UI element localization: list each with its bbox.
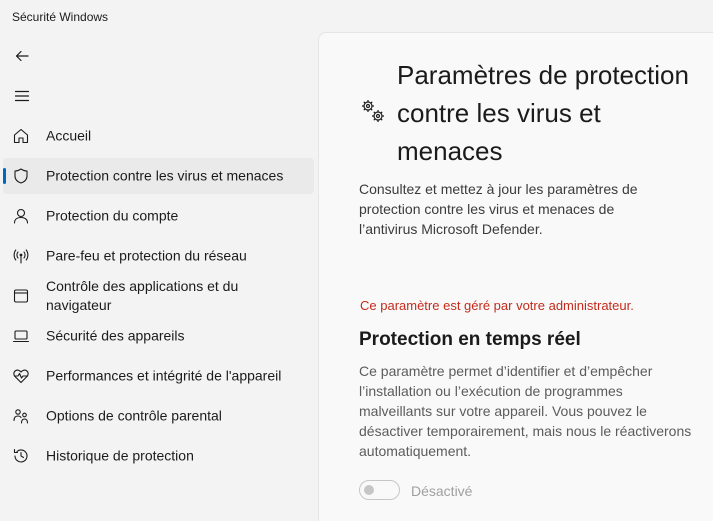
sidebar-item-label: Protection contre les virus et menaces xyxy=(46,167,284,184)
sidebar-item-protection-history[interactable] xyxy=(3,438,314,474)
sidebar-item-label: Pare-feu et protection du réseau xyxy=(46,247,247,264)
sidebar-item-label: Accueil xyxy=(46,127,92,144)
sidebar-item-firewall[interactable] xyxy=(3,238,314,274)
family-icon xyxy=(12,407,30,425)
history-icon xyxy=(12,447,30,465)
active-indicator xyxy=(3,168,6,184)
heart-pulse-icon xyxy=(12,367,30,385)
sidebar-item-label: Contrôle des applications et du navigateur xyxy=(46,278,239,313)
sidebar-item-label: Historique de protection xyxy=(46,447,194,464)
realtime-protection-toggle[interactable] xyxy=(359,480,400,500)
realtime-protection-title: Protection en temps réel xyxy=(359,329,581,350)
home-icon xyxy=(12,127,30,145)
page-description: Consultez et mettez à jour les paramètres de protection contre les virus et menaces de l’antivirus Microsoft Defender. xyxy=(359,181,638,237)
gears-icon xyxy=(359,97,387,125)
sidebar-item-device-health[interactable] xyxy=(3,358,314,394)
admin-notice: Ce paramètre est géré par votre administrateur. xyxy=(360,298,634,313)
sidebar-item-virus-protection[interactable] xyxy=(3,158,314,194)
sidebar-item-label: Options de contrôle parental xyxy=(46,407,222,424)
laptop-icon xyxy=(12,327,30,345)
sidebar-item-label: Performances et intégrité de l'appareil xyxy=(46,367,282,384)
sidebar-item-app-browser-control[interactable] xyxy=(3,274,314,318)
page-title: Paramètres de protection contre les virus et menaces xyxy=(397,60,689,166)
title-bar xyxy=(0,0,713,34)
main-content xyxy=(318,32,713,521)
toggle-state-label: Désactivé xyxy=(411,483,473,499)
app-title: Sécurité Windows xyxy=(12,10,109,24)
realtime-protection-description: Ce paramètre permet d’identifier et d’empêcher l’installation ou l’exécution de programmes malveillants sur votre appareil. Vous pouvez le désactiver temporairement, mais nous le réactiverons automatiquement. xyxy=(359,363,692,459)
arrow-left-icon xyxy=(14,48,30,64)
shield-icon xyxy=(12,167,30,185)
sidebar-item-family-options[interactable] xyxy=(3,398,314,434)
sidebar-item-home[interactable] xyxy=(3,118,314,154)
sidebar-item-label: Sécurité des appareils xyxy=(46,327,185,344)
sidebar-item-label: Protection du compte xyxy=(46,207,179,224)
hamburger-menu-icon xyxy=(14,88,30,104)
sidebar-item-device-security[interactable] xyxy=(3,318,314,354)
person-icon xyxy=(12,207,30,225)
wireless-antenna-icon xyxy=(12,247,30,265)
menu-button[interactable] xyxy=(8,82,36,110)
sidebar-item-account-protection[interactable] xyxy=(3,198,314,234)
browser-window-icon xyxy=(12,287,30,305)
back-button[interactable] xyxy=(8,42,36,70)
toggle-knob xyxy=(364,485,374,495)
